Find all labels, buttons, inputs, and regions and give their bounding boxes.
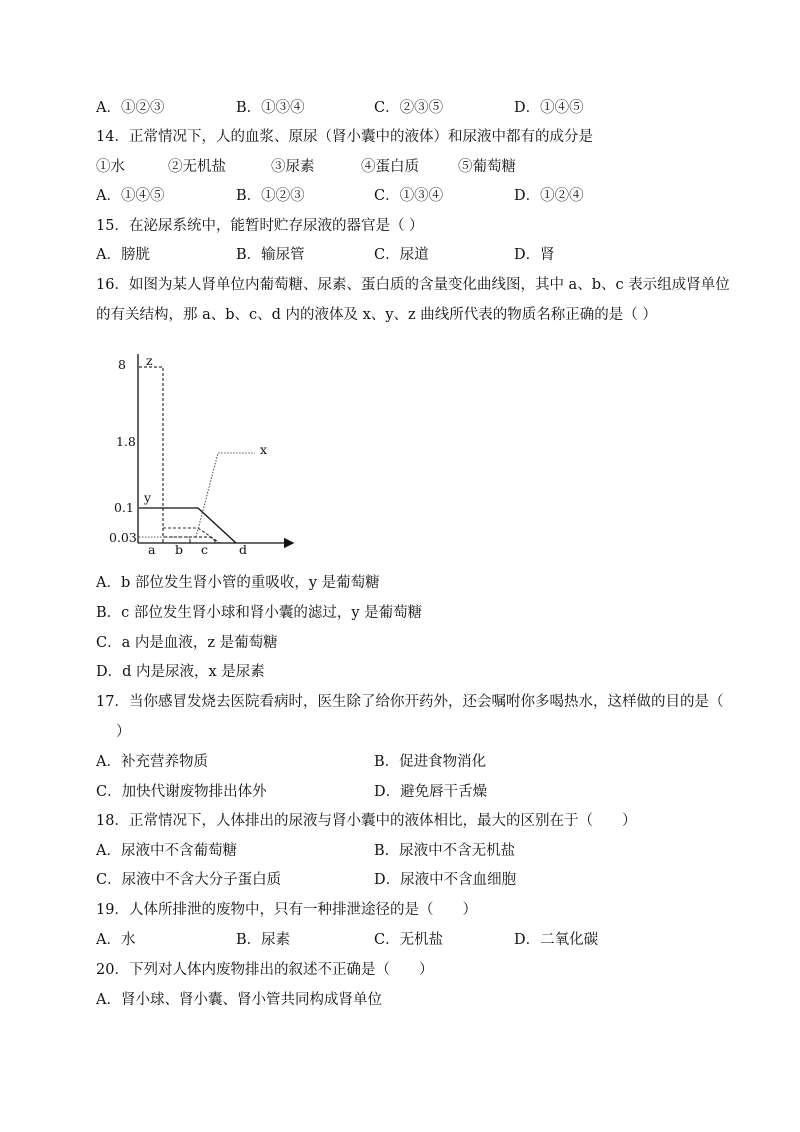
q18-option-c: C．尿液中不含大分子蛋白质 [96,872,282,888]
q16-option-c: C．a 内是血液，z 是葡萄糖 [96,635,278,651]
q18-option-d: D．尿液中不含血细胞 [374,872,517,888]
kidney-chart [100,340,310,560]
y-tick-1-8: 1.8 [116,434,136,449]
q14-item-3: ③尿素 [271,159,315,175]
q16-stem-line2: 的有关结构，那 a、b、c、d 内的液体及 x、y、z 曲线所代表的物质名称正确的是（ ） [96,307,657,323]
q14-item-1: ①水 [96,159,125,175]
series-z-lower-line [163,528,220,543]
q15-option-c: C．尿道 [374,247,429,263]
q18-option-a: A．尿液中不含葡萄糖 [96,843,237,859]
q15-stem: 15．在泌尿系统中，能暂时贮存尿液的器官是（ ） [96,218,424,234]
q20-stem: 20．下列对人体内废物排出的叙述不正确是（ ） [96,962,434,978]
y-tick-0-03: 0.03 [109,530,137,545]
q17-option-c: C．加快代谢废物排出体外 [96,784,267,800]
x-tick-a: a [148,542,156,557]
x-tick-d: d [239,542,248,557]
q14-stem: 14．正常情况下，人的血浆、原尿（肾小囊中的液体）和尿液中都有的成分是 [96,129,593,145]
q18-stem: 18．正常情况下，人体排出的尿液与肾小囊中的液体相比，最大的区别在于（ ） [96,813,637,829]
q15-option-b: B．输尿管 [236,247,305,263]
q20-option-a: A．肾小球、肾小囊、肾小管共同构成肾单位 [96,992,382,1008]
series-z-line [139,367,218,543]
q14-item-4: ④蛋白质 [361,159,419,175]
q14-option-c: C．①③④ [374,188,444,204]
x-tick-c: c [201,542,209,557]
q17-option-b: B．促进食物消化 [374,754,487,770]
q14-option-b: B．①②③ [236,188,305,204]
q13-option-c: C．②③⑤ [374,100,444,116]
q14-option-d: D．①②④ [514,188,584,204]
series-y-line [139,508,236,543]
x-tick-b: b [175,542,184,557]
q13-option-a: A．①②③ [96,100,165,116]
series-x-line [139,453,255,537]
q17-stem-line2: ） [116,724,131,740]
q17-option-d: D．避免唇干舌燥 [374,784,488,800]
q17-option-a: A．补充营养物质 [96,754,208,770]
q13-option-d: D．①④⑤ [514,100,584,116]
q18-option-b: B．尿液中不含无机盐 [374,843,516,859]
q19-option-a: A．水 [96,932,136,948]
q13-option-b: B．①③④ [236,100,305,116]
q17-stem-line1: 17．当你感冒发烧去医院看病时，医生除了给你开药外，还会嘱咐你多喝热水，这样做的目的是（ [96,694,724,710]
q16-option-d: D．d 内是尿液，x 是尿素 [96,664,265,680]
q16-option-b: B．c 部位发生肾小球和肾小囊的滤过，y 是葡萄糖 [96,605,423,621]
q16-stem-line1: 16．如图为某人肾单位内葡萄糖、尿素、蛋白质的含量变化曲线图，其中 a、b、c 表示组成肾单位 [96,277,730,293]
q19-option-d: D．二氧化碳 [514,932,599,948]
q15-option-d: D．肾 [514,247,555,263]
q19-option-b: B．尿素 [236,932,291,948]
q14-item-2: ②无机盐 [168,159,226,175]
series-z-label: z [146,353,153,368]
y-tick-0-1: 0.1 [114,500,134,515]
q15-option-a: A．膀胱 [96,247,150,263]
series-y-label: y [144,490,152,505]
y-tick-8: 8 [118,357,126,372]
q14-option-a: A．①④⑤ [96,188,165,204]
q19-option-c: C．无机盐 [374,932,444,948]
q19-stem: 19．人体所排泄的废物中，只有一种排泄途径的是（ ） [96,902,477,918]
series-x-label: x [260,442,268,457]
q16-option-a: A．b 部位发生肾小管的重吸收，y 是葡萄糖 [96,575,380,591]
q14-item-5: ⑤葡萄糖 [458,159,516,175]
